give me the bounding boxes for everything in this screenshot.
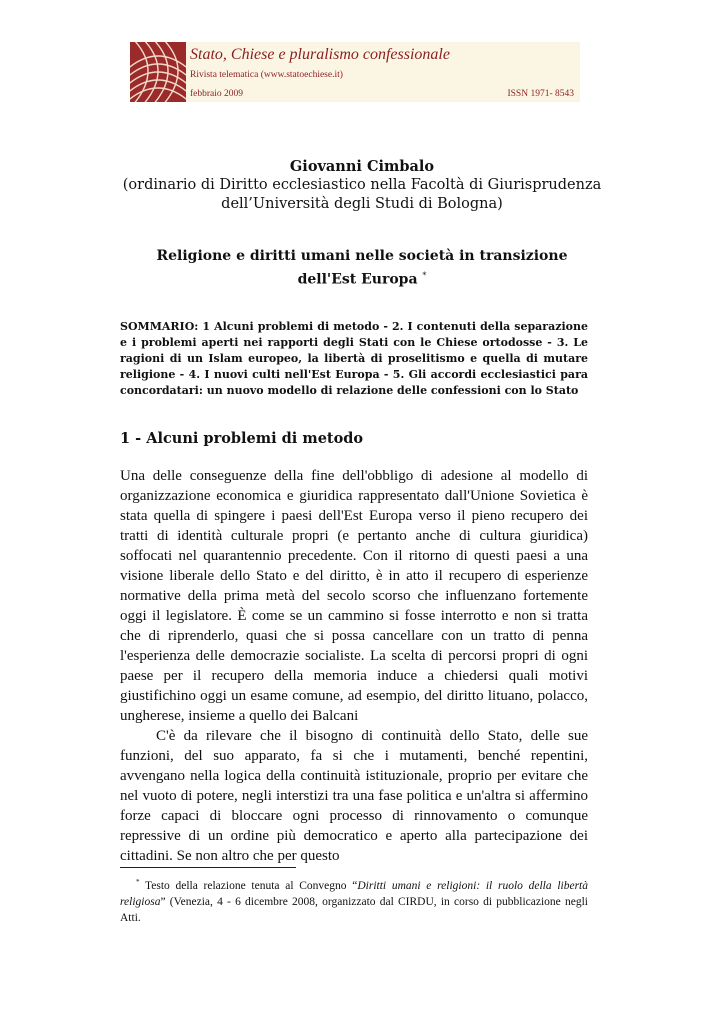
paper-title [100, 247, 624, 290]
body-text [120, 466, 588, 866]
footnote-text-before: Testo della relazione tenuta al Convegno “ [139, 879, 358, 892]
footnote-text-after: ” (Venezia, 4 - 6 dicembre 2008, organizzato dal CIRDU, in corso di pubblicazione negli Atti. [120, 895, 588, 924]
paper-title-line2: dell'Est Europa [297, 271, 418, 288]
author-block [100, 157, 624, 214]
issue-date: febbraio 2009 [190, 89, 244, 99]
title-footnote-mark[interactable]: * [422, 271, 427, 280]
author-name: Giovanni Cimbalo [289, 158, 435, 175]
journal-logo [130, 42, 186, 102]
journal-header [130, 42, 580, 102]
author-affiliation-line1: (ordinario di Diritto ecclesiastico nella Facoltà di Giurisprudenza [122, 177, 602, 193]
author-affiliation-line2: dell’Università degli Studi di Bologna) [221, 196, 503, 212]
issn: ISSN 1971- 8543 [507, 89, 574, 99]
paper-title-line1: Religione e diritti umani nelle società in transizione [156, 248, 568, 264]
footnote [120, 874, 588, 926]
footnote-conference-title: Diritti umani e religioni: il ruolo della libertà religiosa [120, 879, 588, 908]
footnote-divider [120, 867, 296, 868]
footnote-mark: * [136, 878, 140, 886]
journal-title: Stato, Chiese e pluralismo confessionale [190, 46, 450, 63]
section-heading: 1 - Alcuni problemi di metodo [120, 430, 364, 447]
paragraph: C'è da rilevare che il bisogno di continuità dello Stato, delle sue funzioni, del suo apparato, fa si che i mutamenti, benché repentini, avvengano nella logica della continuità istituzionale, proprio per evitare che nel vuoto di potere, negli interstizi tra una fase politica e un'altra si affermino forze capaci di bloccare ogni processo di rinnovamento o comunque repressive di un ordine più democratico e aperto alla partecipazione dei cittadini. Se non altro che per questo [120, 728, 588, 864]
paragraph: Una delle conseguenze della fine dell'obbligo di adesione al modello di organizzazione economica e giuridica rappresentato dall'Unione Sovietica è stata quella di spingere i paesi dell'Est Europa verso il pieno recupero dei tratti di identità culturale propri (e pertanto anche di cultura giuridica) soffocati nel quarantennio precedente. Con il ritorno di questi paesi a una visione liberale dello Stato e del diritto, è in atto il recupero di esperienze normative della prima metà del secolo scorso che influenzano fortemente oggi il legislatore. È come se un cammino si fosse interrotto e non si tratta che di riprenderlo, quasi che si possa cancellare con un tratto di penna l'esperienza delle democrazie socialiste. La scelta di percorsi propri di ogni paese per il recupero della memoria induce a chiedersi quali motivi giustifichino oggi un esame comune, ad esempio, del diritto lituano, polacco, ungherese, insieme a quello dei Balcani [120, 468, 588, 724]
journal-subtitle: Rivista telematica (www.statoechiese.it) [190, 70, 343, 80]
summary: SOMMARIO: 1 Alcuni problemi di metodo - 2. I contenuti della separazione e i problemi aperti nei rapporti degli Stati con le Chiese ortodosse - 3. Le ragioni di un Islam europeo, la libertà di proselitismo e quella di mutare religione - 4. I nuovi culti nell'Est Europa - 5. Gli accordi ecclesiastici para concordatari: un nuovo modello di relazione delle confessioni con lo Stato [120, 320, 588, 397]
